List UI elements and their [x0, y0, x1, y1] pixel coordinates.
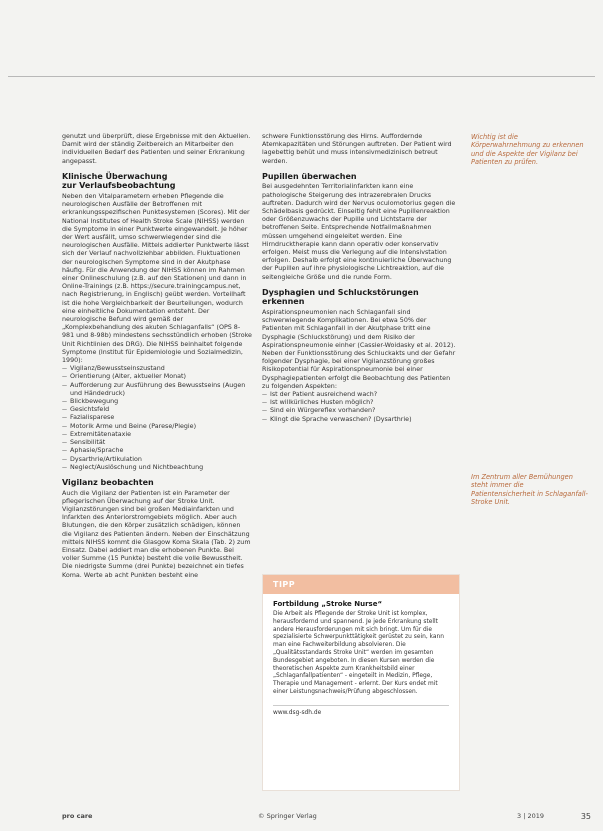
list-item: — Dysarthrie/Artikulation: [62, 456, 252, 464]
issue-number: 3 | 2019: [517, 812, 544, 820]
margin-note: Im Zentrum aller Bemühungen steht immer die Patientensicherheit in Schlaganfall-Stroke Unit.: [471, 473, 588, 507]
heading-pupillen: Pupillen überwachen: [262, 171, 357, 181]
column-left: [62, 133, 252, 580]
tip-box: [262, 574, 460, 791]
page-number: 35: [580, 812, 591, 821]
journal-name: pro care: [62, 812, 93, 820]
list-item: — Vigilanz/Bewusstseinszustand: [62, 365, 252, 373]
list-item: — Orientierung (Alter, aktueller Monat): [62, 373, 252, 381]
list-item: — Ist der Patient ausreichend wach?: [262, 391, 458, 399]
top-rule: [8, 76, 595, 77]
nihss-list: [62, 365, 252, 472]
list-item: — Blickbewegung: [62, 398, 252, 406]
list-item: — Extremitätenataxie: [62, 431, 252, 439]
intro-paragraph: genutzt und überprüft, diese Ergebnisse mit den Aktuellen. Damit wird der ständig Zeitbereich an Mitarbeiter den individuellen Bedarf des Patienten und seiner Erkrankung angepasst.: [62, 133, 251, 165]
list-item: — Aphasie/Sprache: [62, 447, 252, 455]
list-item: — Klingt die Sprache verwaschen? (Dysarthrie): [262, 416, 458, 424]
dysphagie-list: [262, 391, 458, 424]
heading-dysphagie: Dysphagien und Schluckstörungen erkennen: [262, 287, 419, 307]
list-item: — Sind ein Würgereflex vorhanden?: [262, 407, 458, 415]
list-item: — Sensibilität: [62, 439, 252, 447]
column-margin-notes: [471, 133, 589, 507]
tip-label: TIPP: [263, 575, 459, 594]
heading-klinische-ueberwachung: Klinische Überwachung zur Verlaufsbeobachtung: [62, 171, 176, 191]
tip-text: Die Arbeit als Pflegende der Stroke Unit ist komplex, herausfordernd und spannend. Je jede Erkrankung stellt andere Herausforderungen mit sich bringt. Um für die spezialisierte Schwerpunkttätigkeit gerüstet zu sein, kann man eine Fachweiterbildung absolvieren. Die „Qualitätsstandards Stroke Unit“ werden im gesamten Bundesgebiet angeboten. In diesen Kursen werden die theoretischen Aspekte zum Krankheitsbild einer „Schlaganfallpatienten“ - eingeteilt in Medizin, Pflege, Therapie und Management - erlernt. Der Kurs endet mit einer Leistungsnachweis/Prüfung abgeschlossen.: [273, 611, 444, 695]
margin-note: Wichtig ist die Körperwahrnehmung zu erkennen und die Aspekte der Vigilanz bei Patienten zu prüfen.: [471, 133, 584, 167]
list-item: — Aufforderung zur Ausführung des Bewusstseins (Augen und Händedruck): [62, 382, 252, 398]
tip-title: Fortbildung „Stroke Nurse“: [273, 600, 383, 608]
column-middle: [262, 133, 458, 424]
publisher: © Springer Verlag: [258, 812, 317, 820]
list-item: — Fazialisparese: [62, 414, 252, 422]
list-item: — Gesichtsfeld: [62, 406, 252, 414]
intro-paragraph: schwere Funktionsstörung des Hirns. Auffordernde Atemkapazitäten und Störungen auftreten. Der Patient wird lagebettig behüt und muss intensivmedizinisch betreut werden.: [262, 133, 452, 165]
list-item: — Ist willkürliches Husten möglich?: [262, 399, 458, 407]
dysphagie-paragraph: Aspirationspneumonien nach Schlaganfall sind schwerwiegende Komplikationen. Bei etwa 50% der Patienten mit Schlaganfall in der Akutphase tritt eine Dysphagie (Schluckstörung) und dem Risiko der Aspirationspneumonie einher (Cassier-Woidasky et al. 2012). Neben der Funktionsstörung des Schluckakts und der Gefahr folgender Dysphagie, bei einer Vigilanzstörung großes Risikopotential für Aspirationspneumonie bei einer Dysphagiepatienten erfolgt die Beobachtung des Patienten zu folgenden Aspekten:: [262, 309, 456, 390]
pupillen-paragraph: Bei ausgedehnten Territorialinfarkten kann eine pathologische Steigerung des intrazerebralen Drucks auftreten. Dadurch wird der Nervus oculomotorius gegen die Schädelbasis gedrückt. Einseitig fehlt eine Pupillenreaktion oder Größenzuwachs der Pupille und Lichtstarre der betroffenen Seite. Entsprechende Notfallmaßnahmen müssen umgehend eingeleitet werden. Eine Hirndrucktherapie kann dann operativ oder konservativ erfolgen. Meist muss die Verlegung auf die Intensivstation erfolgen. Deshalb erfolgt eine kontinuierliche Überwachung der Pupillen auf ihre physiologische Lichtreaktion, auf die seitengleiche Größe und die runde Form.: [262, 183, 456, 281]
klinisch-paragraph: Neben den Vitalparametern erheben Pflegende die neurologischen Ausfälle der Betroffenen mit erkrankungsspezifischen Punktesystemen (Scores). Mit der National Institutes of Health Stroke Scale (NIHSS) werden die Symptome in einer Punktwerte eingewandelt. Je höher der Wert ausfällt, umso schwerwiegender sind die neurologischen Ausfälle. Mittels addierter Punktwerte lässt sich der Verlauf nachvollziehbar abbilden. Fluktuationen der neurologischen Symptome sind in der Akutphase häufig. Für die Anwendung der NIHSS können im Rahmen einer Onlineschulung (z.B. auf den Stationen) und dann in Online-Trainings (z.B. https://secure.trainingcampus.net, nach Registrierung, in Englisch) geübt werden. Vorteilhaft ist die hohe Vergleichbarkeit der Beurteilungen, wodurch eine einheitliche Dokumentation entsteht. Der neurologische Befund wird gemäß der „Komplexbehandlung des akuten Schlaganfalls“ (OPS 8-981 und 8-98b) mindestens sechsstündlich erhoben (Stroke Unit Richtlinien des DRG). Die NIHSS beinhaltet folgende Symptome (Institut für Epidemiologie und Sozialmedizin, 1990):: [62, 193, 252, 365]
heading-vigilanz: Vigilanz beobachten: [62, 477, 154, 487]
list-item: — Neglect/Auslöschung und Nichtbeachtung: [62, 464, 252, 472]
list-item: — Motorik Arme und Beine (Parese/Plegie): [62, 423, 252, 431]
tip-link[interactable]: www.dsg-sdh.de: [273, 705, 449, 716]
vigilanz-paragraph: Auch die Vigilanz der Patienten ist ein Parameter der pflegerischen Überwachung auf der Stroke Unit. Vigilanzstörungen sind bei großen Mediainfarkten und Infarkten des Anteriorstromgebiets möglich. Aber auch Blutungen, die den Körper zusätzlich schädigen, können die Vigilanz des Patienten ändern. Neben der Einschätzung mittels NIHSS kommt die Glasgow Koma Skala (Tab. 2) zum Einsatz. Dabei addiert man die erhobenen Punkte. Bei voller Summe (15 Punkte) besteht die volle Bewusstheit. Die niedrigste Summe (drei Punkte) bezeichnet ein tiefes Koma. Werte ab acht Punkten besteht eine: [62, 489, 251, 579]
